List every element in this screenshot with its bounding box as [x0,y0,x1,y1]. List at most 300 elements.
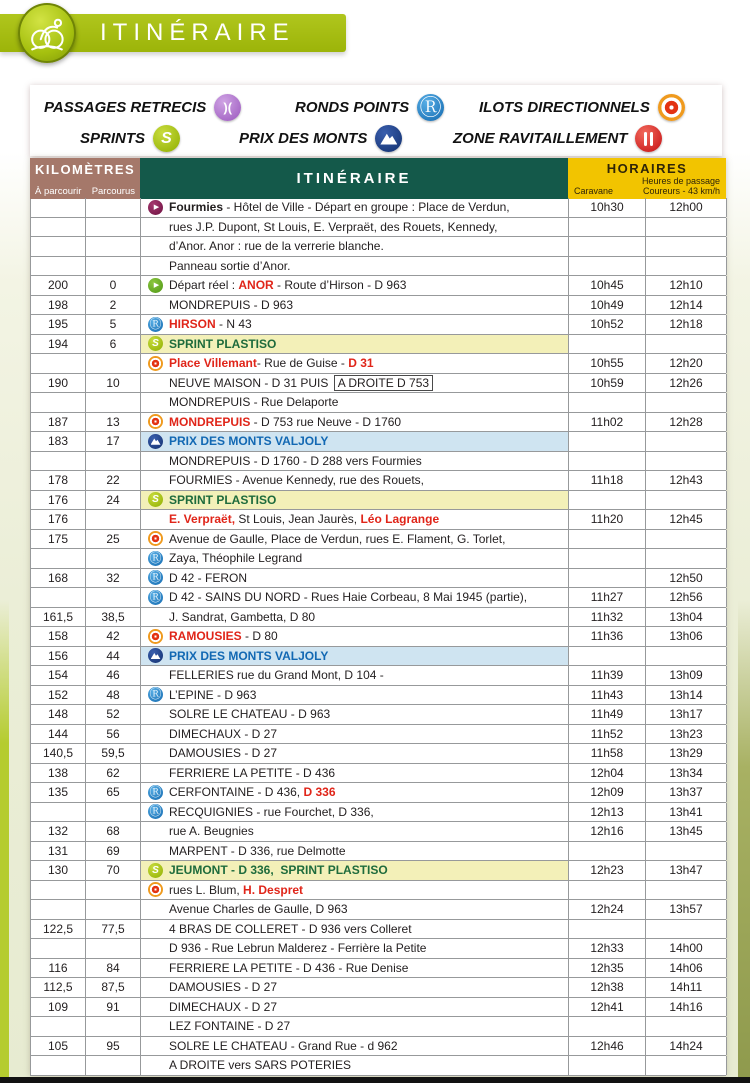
cell-km-remaining: 116 [31,959,86,978]
cell-km-covered [86,237,141,256]
cell-km-remaining [31,881,86,900]
cell-km-remaining: 148 [31,705,86,724]
cell-caravane-time: 12h09 [569,783,646,802]
cell-itinerary [141,998,569,1017]
table-row [30,452,726,472]
cell-km-covered [86,900,141,919]
itinerary-text: rue A. Beugnies [169,824,254,839]
narrow-passage-icon: )( [214,94,241,121]
cell-km-covered: 84 [86,959,141,978]
legend-item-ronds-points: RONDS POINTS Ⓡ [295,94,444,121]
table-row [30,959,726,979]
col-header-itineraire: ITINÉRAIRE [140,158,568,199]
cell-coureurs-time: 13h47 [646,861,727,880]
cell-itinerary [141,608,569,627]
cell-itinerary [141,705,569,724]
itinerary-text: Place Villemant [169,356,257,371]
header-banner [0,14,346,52]
cell-itinerary [141,335,569,354]
cell-caravane-time: 12h33 [569,939,646,958]
cell-caravane-time [569,432,646,451]
cell-km-covered: 65 [86,783,141,802]
cell-coureurs-time: 13h37 [646,783,727,802]
cell-caravane-time [569,452,646,471]
cell-coureurs-time [646,549,727,568]
cell-km-remaining: 131 [31,842,86,861]
feed-zone-icon [635,125,662,152]
cell-caravane-time: 11h20 [569,510,646,529]
cell-coureurs-time: 12h43 [646,471,727,490]
cell-caravane-time: 12h24 [569,900,646,919]
itinerary-text: MONDREPUIS - D 1760 - D 288 vers Fourmies [169,453,422,468]
cell-coureurs-time [646,393,727,412]
cell-km-remaining: 176 [31,491,86,510]
cell-itinerary [141,881,569,900]
col-header-parcourus: Parcourus [91,185,135,197]
roundabout-icon: Ⓡ [149,589,162,604]
cell-itinerary [141,296,569,315]
col-header-coureurs: Heures de passage Coureurs - 43 km/h [641,176,720,197]
table-row [30,218,726,238]
table-row [30,686,726,706]
cell-km-covered: 25 [86,530,141,549]
table-row [30,413,726,433]
cell-km-remaining: 154 [31,666,86,685]
itinerary-text: - D 80 [241,629,278,644]
cell-km-remaining: 138 [31,764,86,783]
cell-caravane-time: 11h58 [569,744,646,763]
cell-coureurs-time: 12h45 [646,510,727,529]
itinerary-text: E. Verpraët, [169,512,236,527]
cell-itinerary [141,276,569,295]
cell-km-remaining: 140,5 [31,744,86,763]
cell-coureurs-time [646,237,727,256]
cell-caravane-time: 10h30 [569,198,646,217]
table-row [30,861,726,881]
cell-km-remaining: 112,5 [31,978,86,997]
cell-itinerary [141,783,569,802]
cell-km-covered: 5 [86,315,141,334]
table-row [30,393,726,413]
table-row [30,335,726,355]
cell-coureurs-time: 12h56 [646,588,727,607]
itinerary-text: DAMOUSIES - D 27 [169,980,278,995]
cell-itinerary [141,627,569,646]
cell-caravane-time: 11h18 [569,471,646,490]
cell-km-covered: 46 [86,666,141,685]
itinerary-text: SPRINT PLASTISO [169,336,277,351]
cell-caravane-time: 11h43 [569,686,646,705]
cell-km-covered: 95 [86,1037,141,1056]
cell-coureurs-time [646,432,727,451]
itinerary-text: RECQUIGNIES - rue Fourchet, D 336, [169,804,374,819]
cell-caravane-time [569,530,646,549]
directional-island-icon [148,414,163,429]
cell-caravane-time: 11h39 [569,666,646,685]
directional-island-icon [148,629,163,644]
cell-km-covered [86,257,141,276]
roundabout-icon: Ⓡ [149,687,162,702]
cell-km-remaining: 178 [31,471,86,490]
cell-coureurs-time [646,920,727,939]
cell-itinerary [141,900,569,919]
legend-panel [30,85,722,156]
sprint-icon: S [153,125,180,152]
cell-coureurs-time: 12h20 [646,354,727,373]
cell-km-remaining: 158 [31,627,86,646]
table-row [30,471,726,491]
cell-caravane-time: 10h45 [569,276,646,295]
directional-island-icon [148,356,163,371]
table-row [30,608,726,628]
itinerary-text: JEUMONT - D 336, [169,863,274,878]
cell-coureurs-time: 13h29 [646,744,727,763]
itinerary-text: FERRIERE LA PETITE - D 436 [169,765,336,780]
cell-itinerary [141,939,569,958]
cell-itinerary [141,725,569,744]
table-row [30,998,726,1018]
cell-coureurs-time: 14h00 [646,939,727,958]
cell-km-remaining: 195 [31,315,86,334]
table-row [30,822,726,842]
itinerary-text: NEUVE MAISON - D 31 PUIS [169,375,332,390]
cell-itinerary [141,510,569,529]
cell-coureurs-time [646,530,727,549]
itinerary-text: D 42 - FERON [169,570,248,585]
cell-km-remaining: 161,5 [31,608,86,627]
itinerary-text: CERFONTAINE - D 436, [169,785,304,800]
depart-fictif-icon: ▶ [148,200,163,215]
cell-km-remaining [31,1017,86,1036]
cell-km-covered: 62 [86,764,141,783]
cell-itinerary [141,452,569,471]
cell-itinerary [141,549,569,568]
cell-itinerary [141,393,569,412]
directional-island-icon [148,531,163,546]
cell-itinerary [141,315,569,334]
cell-km-remaining: 152 [31,686,86,705]
cell-caravane-time: 12h04 [569,764,646,783]
page-edge-left [0,600,9,1078]
cell-itinerary [141,978,569,997]
itinerary-text: DIMECHAUX - D 27 [169,726,278,741]
cell-km-covered: 70 [86,861,141,880]
cell-km-remaining: 176 [31,510,86,529]
cell-caravane-time: 12h13 [569,803,646,822]
cell-itinerary [141,803,569,822]
cell-caravane-time [569,920,646,939]
cell-coureurs-time [646,335,727,354]
cell-km-remaining: 198 [31,296,86,315]
itinerary-text: SOLRE LE CHATEAU - Grand Rue - d 962 [169,1038,398,1053]
cell-caravane-time [569,1056,646,1075]
cell-km-remaining: 175 [31,530,86,549]
cell-km-remaining [31,803,86,822]
itinerary-text: D 336 [303,785,336,800]
cell-km-covered [86,452,141,471]
cell-caravane-time [569,881,646,900]
cell-km-covered: 13 [86,413,141,432]
roundabout-icon: Ⓡ [149,550,162,565]
cell-coureurs-time [646,452,727,471]
cell-km-remaining: 194 [31,335,86,354]
cell-km-covered: 17 [86,432,141,451]
cell-km-remaining: 132 [31,822,86,841]
sprint-icon: S [148,863,163,878]
cell-caravane-time: 12h46 [569,1037,646,1056]
table-row [30,666,726,686]
cell-coureurs-time: 14h06 [646,959,727,978]
itinerary-text: Zaya, Théophile Legrand [169,551,303,566]
table-row [30,764,726,784]
table-row [30,939,726,959]
cell-km-covered: 91 [86,998,141,1017]
cell-caravane-time [569,237,646,256]
cell-caravane-time: 12h38 [569,978,646,997]
roundabout-icon: Ⓡ [149,316,162,331]
cell-km-covered: 38,5 [86,608,141,627]
cell-itinerary [141,257,569,276]
cell-km-covered: 6 [86,335,141,354]
cell-km-covered [86,218,141,237]
cell-caravane-time: 11h27 [569,588,646,607]
cell-itinerary [141,354,569,373]
itinerary-text: D 42 - SAINS DU NORD - Rues Haie Corbeau, 8 Mai 1945 (partie), [169,590,528,605]
cell-coureurs-time: 12h14 [646,296,727,315]
cell-itinerary [141,374,569,393]
cell-itinerary [141,491,569,510]
roundabout-icon: Ⓡ [149,570,162,585]
cell-km-covered [86,588,141,607]
cell-itinerary [141,1037,569,1056]
itinerary-text: LEZ FONTAINE - D 27 [169,1019,291,1034]
cell-km-covered: 59,5 [86,744,141,763]
itinerary-text: Léo Lagrange [360,512,440,527]
cell-km-covered [86,1017,141,1036]
page-title: ITINÉRAIRE [100,19,295,46]
cell-itinerary [141,471,569,490]
cell-itinerary [141,198,569,217]
itinerary-table [30,158,726,1076]
table-row [30,432,726,452]
cell-itinerary [141,861,569,880]
cell-km-covered: 52 [86,705,141,724]
itinerary-text: MARPENT - D 336, rue Delmotte [169,843,346,858]
itinerary-text: RAMOUSIES [169,629,242,644]
table-header [30,158,726,198]
cell-caravane-time [569,335,646,354]
cell-caravane-time [569,569,646,588]
cell-caravane-time [569,393,646,412]
cell-itinerary [141,237,569,256]
cell-km-remaining [31,393,86,412]
col-header-a-parcourir: À parcourir [35,185,82,197]
cell-itinerary [141,569,569,588]
cell-km-remaining [31,1056,86,1075]
cell-km-covered [86,881,141,900]
table-row [30,296,726,316]
page-edge-right [738,600,750,1078]
table-row [30,842,726,862]
cell-itinerary [141,1056,569,1075]
cell-km-remaining: 183 [31,432,86,451]
cell-caravane-time [569,647,646,666]
cell-coureurs-time: 13h45 [646,822,727,841]
itinerary-text: H. Despret [243,882,304,897]
cell-km-remaining: 105 [31,1037,86,1056]
table-row [30,374,726,394]
cell-km-covered: 10 [86,374,141,393]
table-row [30,978,726,998]
cell-km-covered [86,939,141,958]
table-row [30,549,726,569]
cell-km-remaining: 200 [31,276,86,295]
cell-km-covered: 32 [86,569,141,588]
cell-coureurs-time: 12h18 [646,315,727,334]
table-body [30,198,726,1076]
cell-km-covered [86,549,141,568]
cell-km-remaining [31,452,86,471]
cell-caravane-time: 12h23 [569,861,646,880]
itinerary-text: SPRINT PLASTISO [273,863,388,878]
legend-item-prix-des-monts: PRIX DES MONTS [239,125,402,152]
cell-caravane-time [569,1017,646,1036]
cell-itinerary [141,842,569,861]
table-row [30,257,726,277]
itinerary-text: FOURMIES - Avenue Kennedy, rue des Rouets, [169,473,425,488]
cell-coureurs-time: 13h17 [646,705,727,724]
cell-km-remaining: 168 [31,569,86,588]
cell-itinerary [141,822,569,841]
table-row [30,1056,726,1076]
itinerary-text: St Louis, Jean Jaurès, [235,512,361,527]
itinerary-text: rues L. Blum, [169,882,244,897]
cell-caravane-time [569,218,646,237]
itinerary-text: D 31 [348,356,374,371]
cell-caravane-time: 12h41 [569,998,646,1017]
itinerary-text: MONDREPUIS - D 963 [169,297,294,312]
cell-km-remaining: 187 [31,413,86,432]
cell-km-remaining [31,939,86,958]
cell-itinerary [141,1017,569,1036]
table-row [30,1037,726,1057]
itinerary-text: SOLRE LE CHATEAU - D 963 [169,707,331,722]
table-row [30,803,726,823]
itinerary-text: - N 43 [215,317,252,332]
itinerary-text: FERRIERE LA PETITE - D 436 - Rue Denise [169,960,409,975]
table-row [30,627,726,647]
cyclist-logo-icon [18,3,76,63]
cell-km-remaining [31,549,86,568]
itinerary-text: HIRSON [169,317,216,332]
cell-itinerary [141,530,569,549]
table-row [30,237,726,257]
cell-km-covered [86,510,141,529]
itinerary-text: rues J.P. Dupont, St Louis, E. Verpraët, des Rouets, Kennedy, [169,219,498,234]
cell-coureurs-time [646,647,727,666]
cell-coureurs-time: 13h09 [646,666,727,685]
directional-island-icon [148,882,163,897]
table-row [30,530,726,550]
cell-coureurs-time [646,218,727,237]
cell-coureurs-time [646,491,727,510]
cell-coureurs-time [646,842,727,861]
cell-coureurs-time: 13h23 [646,725,727,744]
cell-coureurs-time: 13h41 [646,803,727,822]
directional-island-icon [658,94,685,121]
cell-km-covered: 0 [86,276,141,295]
cell-coureurs-time [646,881,727,900]
cell-itinerary [141,666,569,685]
cell-caravane-time [569,842,646,861]
cell-km-remaining: 130 [31,861,86,880]
cell-caravane-time: 11h32 [569,608,646,627]
table-row [30,1017,726,1037]
cell-caravane-time [569,491,646,510]
table-row [30,510,726,530]
cell-km-covered: 77,5 [86,920,141,939]
cell-itinerary [141,744,569,763]
mountain-icon [148,648,163,663]
legend-item-sprints: SPRINTS S [80,125,180,152]
cell-km-remaining: 109 [31,998,86,1017]
cell-coureurs-time: 12h28 [646,413,727,432]
cell-coureurs-time [646,257,727,276]
cell-itinerary [141,764,569,783]
itinerary-text: J. Sandrat, Gambetta, D 80 [169,609,316,624]
itinerary-text: PRIX DES MONTS VALJOLY [169,434,329,449]
cell-caravane-time: 12h35 [569,959,646,978]
cell-coureurs-time: 14h11 [646,978,727,997]
mountain-prize-icon [375,125,402,152]
itinerary-text: Fourmies [169,200,224,215]
cell-km-remaining: 156 [31,647,86,666]
table-row [30,569,726,589]
itinerary-text: Avenue de Gaulle, Place de Verdun, rues E. Flament, G. Torlet, [169,531,506,546]
itinerary-text: - D 753 rue Neuve - D 1760 [250,414,402,429]
cell-coureurs-time: 14h16 [646,998,727,1017]
cell-coureurs-time: 13h04 [646,608,727,627]
table-row [30,705,726,725]
cell-km-remaining: 135 [31,783,86,802]
cell-km-covered: 42 [86,627,141,646]
cell-coureurs-time [646,1056,727,1075]
cell-km-covered [86,198,141,217]
cell-caravane-time: 11h36 [569,627,646,646]
itinerary-text: SPRINT PLASTISO [169,492,277,507]
roundabout-icon: Ⓡ [149,784,162,799]
itinerary-text: L’EPINE - D 963 [169,687,257,702]
cell-km-covered [86,803,141,822]
mountain-icon [148,434,163,449]
itinerary-text: PRIX DES MONTS VALJOLY [169,648,329,663]
table-row [30,920,726,940]
legend-item-zone-ravitaillement: ZONE RAVITAILLEMENT [453,125,662,152]
cell-km-remaining: 144 [31,725,86,744]
itinerary-text: Panneau sortie d’Anor. [169,258,291,273]
cell-itinerary [141,588,569,607]
itinerary-text: - Route d’Hirson - D 963 [273,278,407,293]
table-row [30,881,726,901]
itinerary-text: - Rue de Guise - [256,356,349,371]
cell-km-remaining: 190 [31,374,86,393]
depart-reel-icon: ▶ [148,278,163,293]
cell-coureurs-time: 14h24 [646,1037,727,1056]
col-header-caravane: Caravane [574,186,614,197]
cell-caravane-time: 10h55 [569,354,646,373]
table-row [30,900,726,920]
cell-coureurs-time: 12h50 [646,569,727,588]
